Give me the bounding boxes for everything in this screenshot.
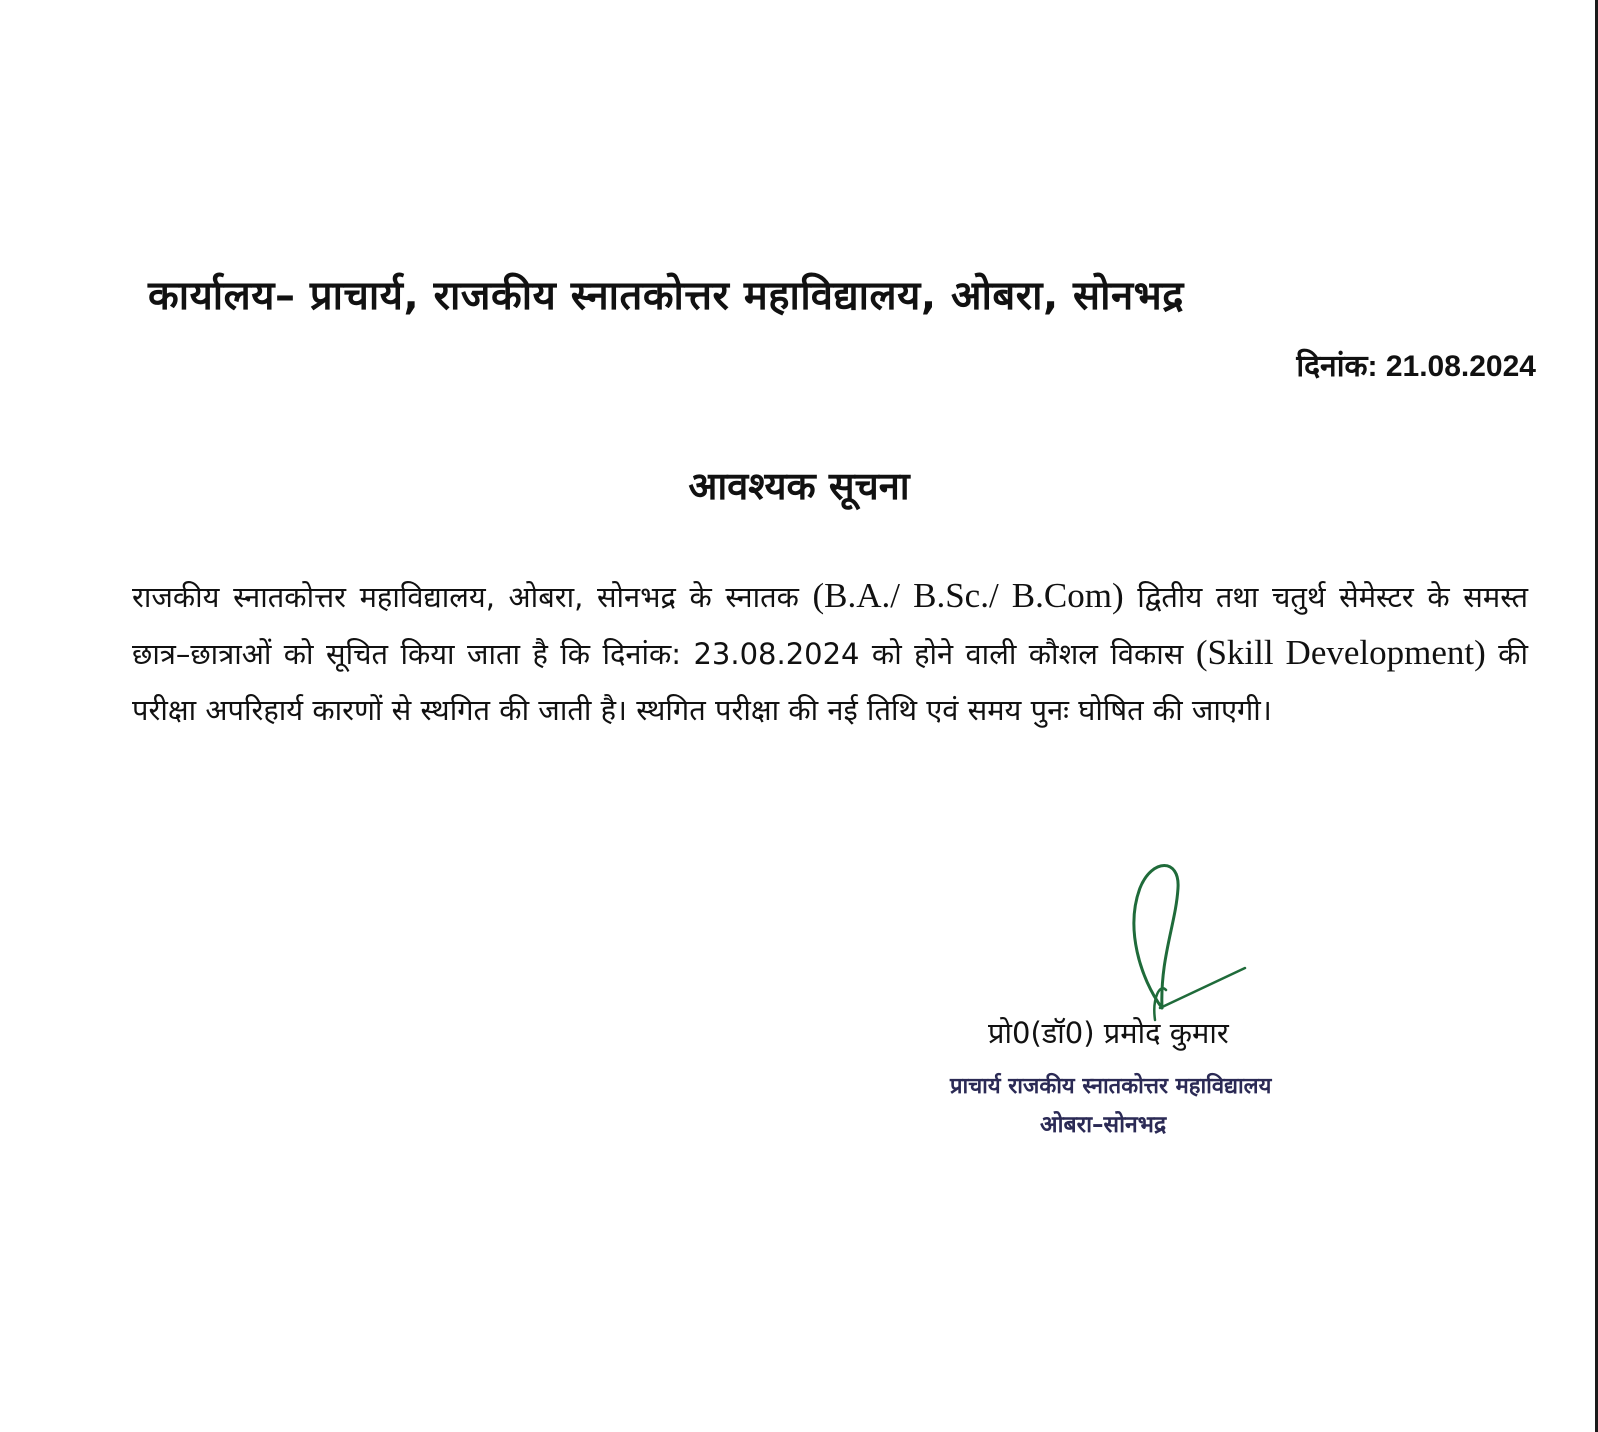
- date-value: 21.08.2024: [1385, 350, 1536, 383]
- notice-body-part-1: राजकीय स्नातकोत्तर महाविद्यालय, ओबरा, सोनभद्र के स्नातक: [132, 580, 813, 614]
- notice-date: [1296, 345, 1536, 389]
- notice-heading: आवश्यक सूचना: [688, 464, 910, 508]
- program-names: (B.A./ B.Sc./ B.Com): [812, 576, 1124, 615]
- seal-line-1: प्राचार्य राजकीय स्नातकोत्तर महाविद्यालय: [950, 1074, 1272, 1099]
- handwritten-signature: [1100, 858, 1360, 1028]
- seal-line-2: ओबरा–सोनभद्र: [1040, 1112, 1167, 1138]
- notice-body: [132, 568, 1528, 738]
- date-label: दिनांक:: [1296, 350, 1378, 383]
- notice-body-part-3: की परीक्षा अपरिहार्य कारणों से स्थगित की जाती है। स्थगित परीक्षा की नई तिथि एवं समय पुनः घोषित की जाएगी।: [132, 637, 1528, 727]
- exam-name: (Skill Development): [1195, 633, 1486, 672]
- office-title: कार्यालय– प्राचार्य, राजकीय स्नातकोत्तर महाविद्यालय, ओबरा, सोनभद्र: [148, 273, 1185, 319]
- notice-body-part-2: द्वितीय तथा चतुर्थ सेमेस्टर के समस्त छात्र–छात्राओं को सूचित किया जाता है कि दिनांक: 23.08.2024 को होने वाली कौशल विकास: [132, 580, 1529, 671]
- signatory-name: प्रो0(डॉ0) प्रमोद कुमार: [988, 1016, 1229, 1050]
- signature-loop-stroke: [1134, 866, 1178, 1009]
- signature-underline-stroke: [1160, 968, 1245, 1008]
